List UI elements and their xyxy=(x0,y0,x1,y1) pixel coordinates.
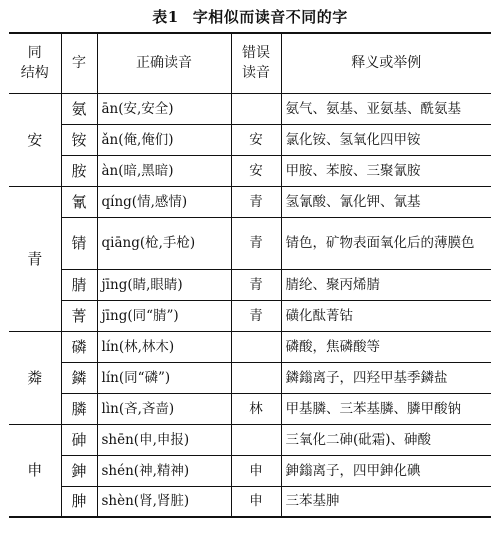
char-cell xyxy=(61,331,97,362)
reading-cell xyxy=(97,269,231,300)
table-row xyxy=(9,217,491,269)
group-cell xyxy=(9,186,61,331)
char-value: 膦 xyxy=(71,399,87,418)
wrong-reading-value: 安 xyxy=(249,162,263,179)
table-row xyxy=(9,124,491,155)
char-cell xyxy=(61,269,97,300)
wrong-reading-cell xyxy=(231,269,281,300)
reading-value: lín(林,林木) xyxy=(101,338,175,355)
reading-cell xyxy=(97,455,231,486)
char-value: 锖 xyxy=(71,234,87,252)
char-cell xyxy=(61,300,97,331)
wrong-reading-value: 青 xyxy=(249,235,263,251)
example-value: 氯化铵、氢氧化四甲铵 xyxy=(285,131,421,148)
example-cell xyxy=(281,424,491,455)
group-label: 申 xyxy=(27,461,43,480)
wrong-reading-cell xyxy=(231,217,281,269)
pronunciation-table xyxy=(9,32,491,518)
char-value: 砷 xyxy=(71,430,87,449)
char-cell xyxy=(61,362,97,393)
wrong-reading-cell xyxy=(231,393,281,424)
example-value: 鏻鎓离子，四羟甲基季鏻盐 xyxy=(285,369,448,386)
reading-value: ān(安,安全) xyxy=(101,100,174,117)
table-row xyxy=(9,455,491,486)
reading-value: qiāng(枪,手枪) xyxy=(101,235,196,251)
char-value: 菁 xyxy=(71,306,87,325)
char-value: 胺 xyxy=(71,161,87,180)
reading-value: jīng(同“腈”) xyxy=(101,307,179,324)
table-row xyxy=(9,424,491,455)
header-wrong xyxy=(231,33,281,93)
wrong-reading-value: 青 xyxy=(249,276,263,293)
wrong-reading-cell xyxy=(231,424,281,455)
example-cell xyxy=(281,124,491,155)
table-body xyxy=(9,93,491,517)
table-row xyxy=(9,393,491,424)
char-cell xyxy=(61,217,97,269)
example-cell xyxy=(281,331,491,362)
example-cell xyxy=(281,300,491,331)
group-cell xyxy=(9,93,61,186)
char-value: 氰 xyxy=(71,192,87,211)
wrong-reading-cell xyxy=(231,300,281,331)
char-value: 铵 xyxy=(71,130,87,149)
header-char-label: 字 xyxy=(72,55,86,72)
char-value: 磷 xyxy=(71,337,87,356)
header-examples-label: 释义或举例 xyxy=(351,55,422,72)
group-label: 安 xyxy=(27,130,43,149)
char-cell xyxy=(61,424,97,455)
example-value: 磷酸，焦磷酸等 xyxy=(285,338,380,355)
wrong-reading-cell xyxy=(231,93,281,124)
example-value: 甲基膦、三苯基膦、膦甲酸钠 xyxy=(285,400,461,417)
wrong-reading-cell xyxy=(231,186,281,217)
char-cell xyxy=(61,93,97,124)
char-value: 胂 xyxy=(71,492,87,511)
reading-value: qíng(情,感情) xyxy=(101,193,188,210)
header-structure xyxy=(9,33,61,93)
wrong-reading-value: 安 xyxy=(249,131,263,148)
example-cell xyxy=(281,269,491,300)
example-cell xyxy=(281,393,491,424)
wrong-reading-cell xyxy=(231,331,281,362)
reading-value: shēn(申,申报) xyxy=(101,431,190,448)
char-value: 氨 xyxy=(71,99,87,118)
char-cell xyxy=(61,486,97,517)
wrong-reading-cell xyxy=(231,455,281,486)
example-value: 磺化酞菁钴 xyxy=(285,307,353,324)
wrong-reading-cell xyxy=(231,124,281,155)
char-cell xyxy=(61,155,97,186)
example-value: 甲胺、苯胺、三聚氰胺 xyxy=(285,162,421,179)
example-value: 鉮鎓离子，四甲鉮化碘 xyxy=(285,462,421,479)
example-cell xyxy=(281,155,491,186)
wrong-reading-value: 青 xyxy=(249,193,263,210)
reading-cell xyxy=(97,393,231,424)
reading-cell xyxy=(97,331,231,362)
example-value: 三苯基胂 xyxy=(285,493,340,510)
header-structure-label: 同 结构 xyxy=(20,45,49,82)
table-number: 表1 xyxy=(152,8,179,26)
reading-cell xyxy=(97,124,231,155)
header-examples xyxy=(281,33,491,93)
reading-cell xyxy=(97,300,231,331)
group-cell xyxy=(9,424,61,517)
example-value: 氨气、氨基、亚氨基、酰氨基 xyxy=(285,100,461,117)
char-cell xyxy=(61,186,97,217)
reading-value: lìn(吝,吝啬) xyxy=(101,400,175,417)
reading-cell xyxy=(97,155,231,186)
char-value: 鏻 xyxy=(71,368,87,387)
table-row xyxy=(9,155,491,186)
header-correct-label: 正确读音 xyxy=(136,55,192,72)
example-value: 腈纶、聚丙烯腈 xyxy=(285,276,380,293)
header-row xyxy=(9,33,491,93)
reading-value: shén(神,精神) xyxy=(101,462,190,479)
reading-cell xyxy=(97,93,231,124)
table-row xyxy=(9,186,491,217)
table-row xyxy=(9,269,491,300)
reading-cell xyxy=(97,486,231,517)
table-title: 字相似而读音不同的字 xyxy=(192,8,348,26)
char-cell xyxy=(61,124,97,155)
char-cell xyxy=(61,393,97,424)
table-caption xyxy=(0,6,500,27)
table-row xyxy=(9,331,491,362)
header-wrong-label: 错误 读音 xyxy=(242,45,270,82)
reading-value: ǎn(俺,俺们) xyxy=(101,131,174,148)
reading-cell xyxy=(97,424,231,455)
wrong-reading-value: 申 xyxy=(249,493,263,510)
wrong-reading-value: 申 xyxy=(249,462,263,479)
example-cell xyxy=(281,186,491,217)
example-cell xyxy=(281,362,491,393)
table-row xyxy=(9,300,491,331)
reading-value: jīng(睛,眼睛) xyxy=(101,276,183,293)
example-cell xyxy=(281,93,491,124)
wrong-reading-value: 青 xyxy=(249,307,263,324)
table-row xyxy=(9,93,491,124)
char-value: 腈 xyxy=(71,275,87,294)
example-cell xyxy=(281,486,491,517)
reading-value: shèn(肾,肾脏) xyxy=(101,493,190,510)
wrong-reading-cell xyxy=(231,362,281,393)
reading-value: lín(同“磷”) xyxy=(101,369,171,386)
table-row xyxy=(9,362,491,393)
char-value: 鉮 xyxy=(71,461,87,480)
example-cell xyxy=(281,455,491,486)
example-value: 氢氰酸、氰化钾、氰基 xyxy=(285,193,421,210)
char-cell xyxy=(61,455,97,486)
wrong-reading-cell xyxy=(231,155,281,186)
reading-cell xyxy=(97,362,231,393)
example-cell xyxy=(281,217,491,269)
group-label: 粦 xyxy=(27,368,43,387)
reading-cell xyxy=(97,217,231,269)
example-value: 锖色，矿物表面氧化后的薄膜色 xyxy=(285,235,475,251)
reading-cell xyxy=(97,186,231,217)
table-row xyxy=(9,486,491,517)
header-char xyxy=(61,33,97,93)
reading-value: àn(暗,黑暗) xyxy=(101,162,174,179)
wrong-reading-cell xyxy=(231,486,281,517)
group-label: 青 xyxy=(27,249,43,268)
header-correct xyxy=(97,33,231,93)
group-cell xyxy=(9,331,61,424)
wrong-reading-value: 林 xyxy=(249,400,263,417)
example-value: 三氧化二砷(砒霜)、砷酸 xyxy=(285,431,432,448)
